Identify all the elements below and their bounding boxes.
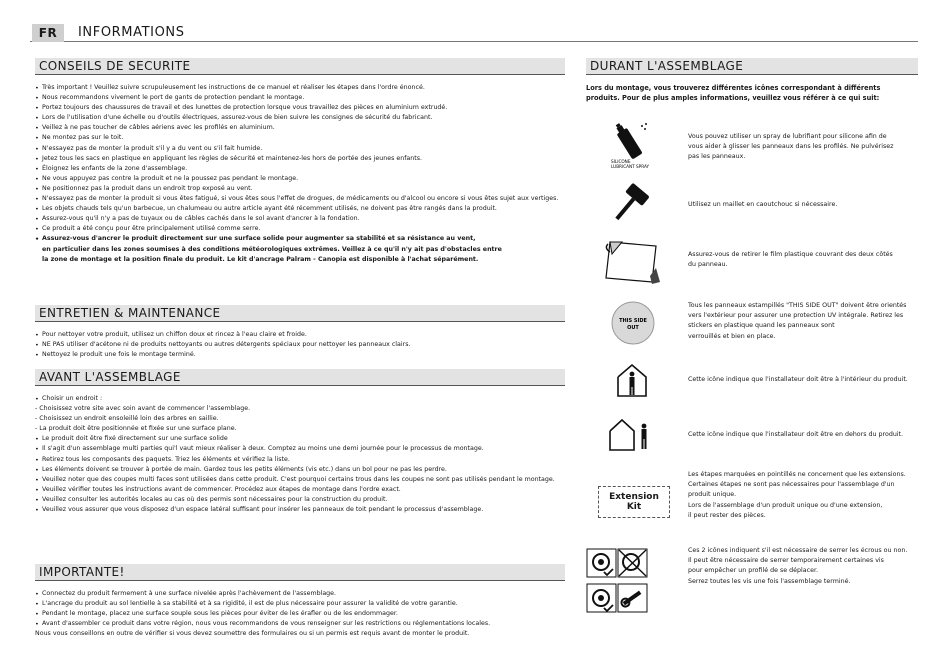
section-title-conseils: CONSEILS DE SECURITE bbox=[35, 58, 565, 75]
header-bar bbox=[30, 24, 918, 42]
anchoring-warning bbox=[35, 234, 565, 264]
list-item: • Pendant le montage, placez une surface souple sous les pièces pour éviter de les érafler ou de les endommager. bbox=[35, 609, 565, 619]
icon-row-tighten-nuts bbox=[586, 546, 918, 616]
list-item: • Connectez du produit fermement à une surface nivelée après l'achèvement de l'assemblage. bbox=[35, 589, 565, 599]
icon-description bbox=[688, 375, 908, 385]
list-item: • Très important ! Veuillez suivre scrupuleusement les instructions de ce manuel et réaliser les étapes dans l'ordre énoncé. bbox=[35, 83, 565, 93]
extension-kit-icon bbox=[598, 486, 670, 518]
icon-description bbox=[688, 430, 903, 440]
desc-line: Lors de l'assemblage d'un produit unique ou d'une extension, bbox=[688, 501, 883, 509]
desc-line: Vous pouvez utiliser un spray de lubrifiant pour silicone afin de bbox=[688, 133, 887, 140]
desc-line: Serrez toutes les vis une fois l'assemblage terminé. bbox=[688, 577, 851, 585]
sub-list-item: - Choisissez un endroit ensoleillé loin des arbres en saillie. bbox=[35, 415, 219, 423]
desc-line: produit unique. bbox=[688, 491, 737, 499]
section-title-entretien: ENTRETIEN & MAINTENANCE bbox=[35, 305, 565, 322]
sub-list-item: - La produit doit être positionnée et fixée sur une surface plane. bbox=[35, 425, 237, 433]
list-item: • Éloignez les enfants de la zone d'assemblage. bbox=[35, 164, 565, 174]
desc-line: Utilisez un maillet en caoutchouc si nécessaire. bbox=[688, 201, 838, 208]
list-item: • Il s'agit d'un assemblage multi parties qui'l vaut mieux réaliser à deux. Comptez au moins une demi journée pour le processus de montage. bbox=[35, 444, 565, 454]
intro-line: produits. Pour de plus amples informations, veuillez vous référer à ce qui suit: bbox=[586, 94, 880, 102]
mallet-icon bbox=[608, 182, 654, 232]
icon-label: SILICONE bbox=[611, 159, 631, 164]
icon-description bbox=[688, 546, 907, 587]
page-title: INFORMATIONS bbox=[78, 25, 185, 40]
peel-film-icon bbox=[600, 238, 662, 292]
left-column bbox=[35, 58, 565, 639]
anchoring-warning-line: la zone de montage et la position finale du produit. Le kit d'ancrage Palram - Canopia est disponible à l'achat séparément. bbox=[42, 255, 479, 263]
list-item: • Retirez tous les composants des paquets. Triez les éléments et vérifiez la liste. bbox=[35, 455, 565, 465]
icon-description bbox=[688, 470, 906, 521]
section-importante bbox=[35, 564, 565, 639]
list-item: • Veuillez vous assurer que vous disposez d'un espace latéral suffisant pour insérer les panneaux de toit pendant le processus d'assemblage. bbox=[35, 505, 565, 515]
icon-row-lubricant bbox=[586, 120, 918, 176]
list-item: • N'essayez pas de monter la produit si vous êtes fatigué, si vous êtes sous l'effet de drogues, de médicaments ou d'alcool ou encore si vous êtes sujet aux vertiges. bbox=[35, 194, 565, 204]
icon-row-mallet bbox=[586, 182, 918, 232]
icon-row-this-side-out bbox=[586, 298, 918, 358]
anchoring-warning-line: • Assurez-vous d'ancrer le produit directement sur une surface solide pour augmenter sa stabilité et sa résistance au vent, bbox=[42, 235, 476, 243]
icon-row-peel-film bbox=[586, 238, 918, 294]
tighten-nuts-icon bbox=[586, 548, 648, 622]
section-avant bbox=[35, 369, 565, 564]
icon-label: OUT bbox=[627, 325, 639, 331]
list-item: • Ne vous appuyez pas contre la produit et ne la poussez pas pendant le montage. bbox=[35, 174, 565, 184]
icon-label: LUBRICANT SPRAY bbox=[611, 164, 650, 169]
desc-line: Cette icône indique que l'installateur doit être en dehors du produit. bbox=[688, 431, 904, 438]
list-item: • Portez toujours des chaussures de travail et des lunettes de protection lorsque vous travaillez des pièces en aluminium extrudé. bbox=[35, 103, 565, 113]
desc-line: du panneau. bbox=[688, 261, 728, 269]
list-item: • Jetez tous les sacs en plastique en appliquant les règles de sécurité et maintenez-les hors de portée des jeunes enfants. bbox=[35, 154, 565, 164]
icon-description bbox=[688, 250, 893, 270]
desc-line: pas les panneaux. bbox=[688, 153, 746, 161]
desc-line: verrouillés et bien en place. bbox=[688, 332, 776, 340]
list-item: • Ne montez pas sur le toit. bbox=[35, 133, 565, 143]
list-item: • Veuillez vérifier toutes les instructions avant de commencer. Procédez aux étapes de montage dans l'ordre exact. bbox=[35, 485, 565, 495]
list-item: • Avant d'assembler ce produit dans votre région, nous vous recommandons de vous renseigner sur les restrictions ou réglementations locales. bbox=[35, 619, 565, 629]
lubricant-spray-icon bbox=[608, 120, 654, 176]
list-item: • Les objets chauds tels qu'un barbecue, un chalumeau ou autre article ayant été récemment utilisés, ne doivent pas être rangés dans la produit. bbox=[35, 204, 565, 214]
icon-row-installer-inside bbox=[586, 360, 918, 408]
list-item: • Le produit doit être fixé directement sur une surface solide bbox=[35, 434, 565, 444]
desc-line: Ces 2 icônes indiquent s'il est nécessaire de serrer les écrous ou non. bbox=[688, 547, 908, 554]
right-column bbox=[586, 58, 918, 658]
desc-line: Il peut être nécessaire de serrer temporairement certaines vis bbox=[688, 557, 884, 565]
list-item: • Ne positionnez pas la produit dans un endroit trop exposé au vent. bbox=[35, 184, 565, 194]
list-item: • Lors de l'utilisation d'une échelle ou d'outils électriques, assurez-vous de bien suivre les consignes de sécurité du fabricant. bbox=[35, 113, 565, 123]
list-item-continuation: Nous vous conseillons en outre de vérifier si vous devez soumettre des formulaires ou si un permis est requis avant de monter le produit. bbox=[35, 630, 470, 638]
list-item: • Nettoyez le produit une fois le montage terminé. bbox=[35, 350, 565, 360]
installer-outside-icon bbox=[608, 416, 654, 456]
list-item: • Nous recommandons vivement le port de gants de protection pendant le montage. bbox=[35, 93, 565, 103]
list-item: • N'essayez pas de monter la produit s'il y a du vent ou s'il fait humide. bbox=[35, 144, 565, 154]
icon-description bbox=[688, 301, 906, 342]
icon-row-extension-kit bbox=[586, 470, 918, 530]
list-item: • Ce produit a été conçu pour être principalement utilisé comme serre. bbox=[35, 224, 565, 234]
list-item: • NE PAS utiliser d'acétone ni de produits nettoyants ou autres détergents spéciaux pour nettoyer les panneaux clairs. bbox=[35, 340, 565, 350]
desc-line: Assurez-vous de retirer le film plastique couvrant des deux côtés bbox=[688, 251, 893, 258]
language-badge: FR bbox=[32, 24, 64, 42]
list-item: • Veuillez noter que des coupes multi faces sont utilisées dans cette produit. C'est pourquoi certains trous dans les coupes ne sont pas utilisés pendant le montage. bbox=[35, 475, 565, 485]
sub-list-item: - Choisissez votre site avec soin avant de commencer l'assemblage. bbox=[35, 405, 251, 413]
desc-line: vers l'extérieur pour assurer une protection UV intégrale. Retirez les bbox=[688, 312, 904, 320]
icon-label: THIS SIDE bbox=[619, 318, 647, 324]
installer-inside-icon bbox=[614, 362, 650, 402]
list-item: • Les éléments doivent se trouver à portée de main. Gardez tous les petits éléments (vis etc.) dans un bol pour ne pas les perdre. bbox=[35, 465, 565, 475]
icon-row-installer-outside bbox=[586, 412, 918, 460]
this-side-out-icon bbox=[610, 300, 656, 350]
desc-line: Cette icône indique que l'installateur doit être à l'intérieur du produit. bbox=[688, 376, 908, 383]
desc-line: Les étapes marquées en pointillés ne concernent que les extensions. bbox=[688, 471, 906, 478]
section-entretien bbox=[35, 305, 565, 362]
desc-line: il peut rester des pièces. bbox=[688, 511, 766, 519]
list-item: • Veillez à ne pas toucher de câbles aériens avec les profilés en aluminium. bbox=[35, 123, 565, 133]
desc-line: Certaines étapes ne sont pas nécessaires pour l'assemblage d'un bbox=[688, 481, 895, 489]
desc-line: stickers en plastique quand les panneaux sont bbox=[688, 322, 835, 330]
desc-line: pour empêcher un profilé de se déplacer. bbox=[688, 567, 818, 575]
list-item: • Pour nettoyer votre produit, utilisez un chiffon doux et rincez à l'eau claire et froide. bbox=[35, 330, 565, 340]
section-title-durant: DURANT L'ASSEMBLAGE bbox=[586, 58, 918, 75]
intro-line: Lors du montage, vous trouverez différentes icônes correspondant à différents bbox=[586, 84, 881, 92]
desc-line: Tous les panneaux estampillés "THIS SIDE OUT" doivent être orientés bbox=[688, 302, 907, 309]
section-conseils bbox=[35, 58, 565, 302]
section-title-importante: IMPORTANTE! bbox=[35, 564, 565, 581]
extension-kit-label: Extension Kit bbox=[598, 486, 670, 518]
list-item: • L'ancrage du produit au sol lentielle à sa stabilité et à sa rigidité, il est de plus nécessaire pour assurer la validité de votre garantie. bbox=[35, 599, 565, 609]
list-item: • Veuillez consulter les autorités locales au cas où des permis sont nécessaires pour la construction du produit. bbox=[35, 495, 565, 505]
icon-description bbox=[688, 200, 837, 210]
icon-description bbox=[688, 132, 893, 163]
section-title-avant: AVANT L'ASSEMBLAGE bbox=[35, 369, 565, 386]
durant-intro bbox=[586, 83, 918, 103]
anchoring-warning-line: en particulier dans les zones soumises à des conditions météorologiques extrêmes. Veillez à ce qu'il n'y ait pas d'obstacles entre bbox=[42, 245, 502, 253]
list-item: • Assurez-vous qu'il n'y a pas de tuyaux ou de câbles cachés dans le sol avant d'ancrer à la fondation. bbox=[35, 214, 565, 224]
list-item: • Choisir un endroit : bbox=[35, 394, 565, 404]
desc-line: vous aider à glisser les panneaux dans les profilés. Ne pulvérisez bbox=[688, 143, 894, 151]
